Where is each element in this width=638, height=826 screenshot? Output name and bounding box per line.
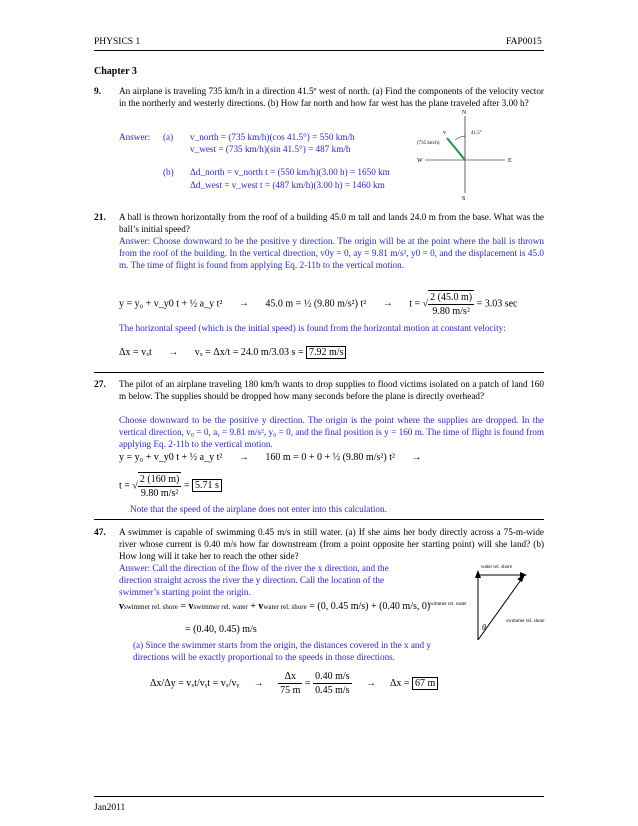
p21-eq1: y = y₀ + v_y0 t + ½ a_y t² → 45.0 m = ½ (9.80 m/s²) t² → t = √ $\frac{2 (45.0 m)}{\text{9.80 m/s²}}$ = 3.03 sec [119, 292, 518, 317]
p9-answer-label: Answer: [119, 132, 151, 142]
p47-ratio-mid-num: Δx [278, 670, 302, 684]
p47-vec-sub1: swimmer rel. shore [124, 603, 178, 611]
header-left: PHYSICS 1 [94, 37, 141, 47]
p9-b-label: (b) [163, 167, 174, 177]
velocity-arrow [447, 138, 465, 160]
p21-eq1-mid: 45.0 m = ½ (9.80 m/s²) t² [265, 298, 367, 310]
problem-number-21: 21. [94, 213, 106, 223]
p47-vector-eq: vswimmer rel. shore = vswimmer rel. water + vwater rel. shore = (0, 0.45 m/s) + (0.40 m/s, 0) [119, 601, 431, 612]
compass-v: v [443, 130, 446, 136]
theta-label: θ [482, 623, 486, 632]
p21-t-num: 2 (45.0 m) [430, 292, 473, 303]
chapter-title: Chapter 3 [94, 66, 137, 77]
p21-result-box: 7.92 m/s [306, 346, 346, 359]
p27-t-label: t = [119, 480, 130, 492]
angle-arc [455, 136, 465, 140]
compass-diagram [415, 108, 520, 202]
p47-ratio-left: Δx/Δy = vₓt/vᵧt = vₓ/vᵧ [150, 677, 240, 689]
swimmer-vector-diagram [428, 560, 543, 650]
header-rule [94, 50, 544, 51]
footer-text: Jan2011 [94, 803, 126, 813]
p27-eq1-left: y = y₀ + v_y0 t + ½ a_y t² [119, 452, 223, 463]
p9-a-label: (a) [163, 132, 174, 142]
problem-27-text: The pilot of an airplane traveling 180 km/h wants to drop supplies to flood victims isolated on a patch of land 160 m below. The supplies should be dropped how many seconds before the plane is directly overhead? [119, 379, 544, 401]
p21-eq2-right: vₓ = Δx/t = 24.0 m/3.03 s = [194, 347, 304, 358]
p47-ratio-right-num: 0.40 m/s [315, 671, 350, 682]
p27-t-num: 2 (160 m) [139, 474, 180, 485]
p21-horizontal: The horizontal speed (which is the initial speed) is found from the horizontal motion at constant velocity: [119, 323, 506, 333]
p21-t-den: 9.80 m/s² [432, 306, 470, 317]
swimmer-shore-label: swimmer rel. shore [506, 619, 545, 624]
rule-after-21 [94, 372, 544, 373]
problem-9-text: An airplane is traveling 735 km/h in a direction 41.5º west of north. (a) Find the components of the velocity vector in the northerly and westerly directions. (b) How far north and how far west has the plane traveled after 3.00 h? [119, 86, 544, 108]
p47-result-lhs: Δx = [389, 677, 410, 689]
footer-rule [94, 796, 544, 797]
p27-eq1-right: 160 m = 0 + 0 + ½ (9.80 m/s²) t² [265, 452, 395, 463]
problem-number-27: 27. [94, 380, 106, 390]
p21-answer: Answer: Choose downward to be the positive y direction. The origin will be at the point where the ball is thrown from the roof of the building. In the vertical direction, v0y = 0, ay = 9.81 m/s², y0 = 0, and the displacement is 45.0 m. The time of flight is found from applying Eq. 2-11b to the vertical motion. [119, 236, 544, 270]
p27-eq1: y = y₀ + v_y0 t + ½ a_y t² → 160 m = 0 + 0 + ½ (9.80 m/s²) t² → [119, 452, 422, 463]
p47-answer: Answer: Call the direction of the flow of the river the x direction, and the direction straight across the river the y direction. Call the location of the swimmer’s starting point the origin. [119, 563, 389, 597]
p47-vec-rhs1: = (0, 0.45 m/s) + (0.40 m/s, 0) [309, 601, 431, 612]
p9-b-line1: Δd_north = v_north t = (550 km/h)(3.00 h) = 1650 km [190, 167, 390, 177]
rule-after-27 [94, 519, 544, 520]
p47-vec-sub3: water rel. shore [263, 603, 307, 611]
p47-result-box: 67 m [412, 677, 438, 690]
problem-number-47: 47. [94, 528, 106, 538]
p47-vec-sub2: swimmer rel. water [193, 603, 248, 611]
p9-b-line2: Δd_west = v_west t = (487 km/h)(3.00 h) = 1460 km [190, 180, 385, 190]
p21-t-result: = 3.03 sec [476, 298, 518, 310]
water-label: water rel. shore [481, 565, 512, 570]
p47-ratio-eq: Δx/Δy = vₓt/vᵧt = vₓ/vᵧ → $\frac{\Delta x}{75 m}$ = $\frac{0.40 m/s}{0.45 m/s}$ → Δx = 67 m [150, 670, 438, 697]
problem-number-9: 9. [94, 87, 102, 97]
p47-ratio-mid-den: 75 m [280, 685, 301, 696]
compass-speed: (735 km/h) [417, 141, 440, 146]
p27-result-box: 5.71 s [192, 479, 222, 492]
p9-a-line1: v_north = (735 km/h)(cos 41.5°) = 550 km/h [190, 132, 355, 142]
p27-answer: Choose downward to be the positive y direction. The origin is the point where the supplies are dropped. In the vertical direction, v₀ = 0, aᵧ = 9.81 m/s², y₀ = 0, and the final position is y = 160 m. The time of flight is found from applying Eq. 2-11b to the vertical motion. [119, 415, 544, 449]
compass-w: W [417, 158, 423, 164]
compass-e: E [508, 158, 512, 164]
p47-vec-rhs2: = (0.40, 0.45) m/s [185, 624, 257, 635]
p21-eq2: Δx = vₓt → vₓ = Δx/t = 24.0 m/3.03 s = 7.92 m/s [119, 346, 346, 359]
problem-47-text: A swimmer is capable of swimming 0.45 m/s in still water. (a) If she aims her body directly across a 75-m-wide river whose current is 0.40 m/s how far downstream (from a point opposite her starting point) will she land? (b) How long will it take her to reach the other side? [119, 527, 544, 561]
p21-eq2-left: Δx = vₓt [119, 347, 152, 358]
compass-angle: 41.5° [471, 131, 482, 136]
p27-eq2: t = √ $\frac{2 (160 m)}{\text{9.80 m/s²}}$ = 5.71 s [119, 472, 222, 500]
compass-n: N [462, 110, 467, 116]
problem-21-text: A ball is thrown horizontally from the roof of a building 45.0 m tall and lands 24.0 m from the base. What was the ball’s initial speed? [119, 212, 544, 234]
p47-a-text: (a) Since the swimmer starts from the origin, the distances covered in the x and y directions will be exactly proportional to the speeds in those directions. [133, 640, 431, 662]
p27-t-den: 9.80 m/s² [140, 488, 179, 499]
compass-s: S [462, 196, 466, 202]
header-right: FAP0015 [506, 37, 542, 47]
p47-vec-lhs: v [119, 601, 124, 612]
swimmer-water-label: swimmer rel. water [428, 602, 467, 607]
p47-ratio-right-den: 0.45 m/s [315, 685, 350, 696]
p21-eq1-left: y = y₀ + v_y0 t + ½ a_y t² [119, 298, 223, 310]
p27-note: Note that the speed of the airplane does not enter into this calculation. [130, 504, 387, 514]
p9-a-line2: v_west = (735 km/h)(sin 41.5°) = 487 km/h [190, 144, 351, 154]
